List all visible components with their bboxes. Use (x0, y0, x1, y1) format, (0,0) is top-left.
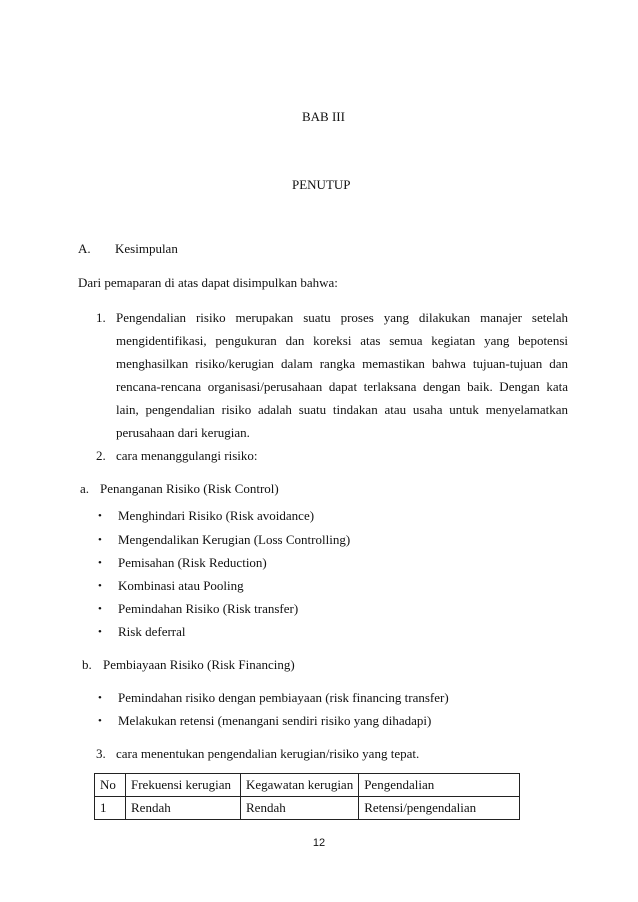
table-cell: Rendah (241, 797, 359, 820)
bullet-item: Menghindari Risiko (Risk avoidance) (118, 508, 315, 523)
bullet-icon: • (98, 534, 102, 546)
table-header-cell: Frekuensi kerugian (126, 774, 241, 797)
table-header-row (95, 774, 520, 797)
table-header-cell: Kegawatan kerugian (241, 774, 359, 797)
list-number-3: 3. (96, 746, 106, 761)
list-number-1: 1. (96, 310, 106, 325)
intro-paragraph: Dari pemaparan di atas dapat disimpulkan bahwa: (78, 275, 338, 290)
table-cell: 1 (95, 797, 126, 820)
bullet-icon: • (98, 580, 102, 592)
list-item-3: cara menentukan pengendalian kerugian/risiko yang tepat. (116, 746, 420, 761)
subsection-a-title: Penanganan Risiko (Risk Control) (100, 481, 279, 496)
section-title: Kesimpulan (115, 241, 178, 256)
bullet-icon: • (98, 626, 102, 638)
bullet-item: Melakukan retensi (menangani sendiri risiko yang dihadapi) (118, 713, 432, 728)
bullet-item: Kombinasi atau Pooling (118, 578, 244, 593)
table-cell: Retensi/pengendalian (359, 797, 520, 820)
bullet-item: Pemindahan Risiko (Risk transfer) (118, 601, 299, 616)
page-number: 12 (312, 837, 326, 849)
bullet-icon: • (98, 603, 102, 615)
list-item-1-line: mengidentifikasi, pengukuran dan koreksi atas semua kegiatan yang bepotensi (116, 333, 568, 348)
bullet-item: Pemindahan risiko dengan pembiayaan (risk financing transfer) (118, 690, 449, 705)
bullet-item: Pemisahan (Risk Reduction) (118, 555, 267, 570)
bullet-icon: • (98, 715, 102, 727)
bullet-item: Risk deferral (118, 624, 186, 639)
bullet-icon: • (98, 692, 102, 704)
subsection-a-marker: a. (80, 481, 90, 496)
list-item-1-line: rencana-rencana organisasi/perusahaan dapat terlaksana dengan baik. Dengan kata (116, 379, 568, 394)
list-item-2: cara menanggulangi risiko: (116, 448, 258, 463)
section-marker: A. (78, 241, 91, 256)
table-header-cell: No (95, 774, 126, 797)
chapter-title: PENUTUP (292, 177, 351, 192)
bullet-item: Mengendalikan Kerugian (Loss Controlling) (118, 532, 351, 547)
list-item-1-line: menghasilkan risiko/kerugian dalam rangka memastikan bahwa tujuan-tujuan dan (116, 356, 568, 371)
risk-control-table (94, 773, 520, 820)
chapter-number: BAB III (302, 109, 345, 124)
subsection-b-marker: b. (82, 657, 92, 672)
list-item-1-line: perusahaan dari kerugian. (116, 425, 250, 440)
list-item-1-line: Pengendalian risiko merupakan suatu proses yang dilakukan manajer setelah (116, 310, 568, 325)
table-header-cell: Pengendalian (359, 774, 520, 797)
subsection-b-title: Pembiayaan Risiko (Risk Financing) (103, 657, 295, 672)
list-item-1-line: lain, pengendalian risiko adalah suatu tindakan atau usaha untuk menyelamatkan (116, 402, 568, 417)
bullet-icon: • (98, 557, 102, 569)
bullet-icon: • (98, 510, 102, 522)
list-number-2: 2. (96, 448, 106, 463)
table-cell: Rendah (126, 797, 241, 820)
table-row (95, 797, 520, 820)
